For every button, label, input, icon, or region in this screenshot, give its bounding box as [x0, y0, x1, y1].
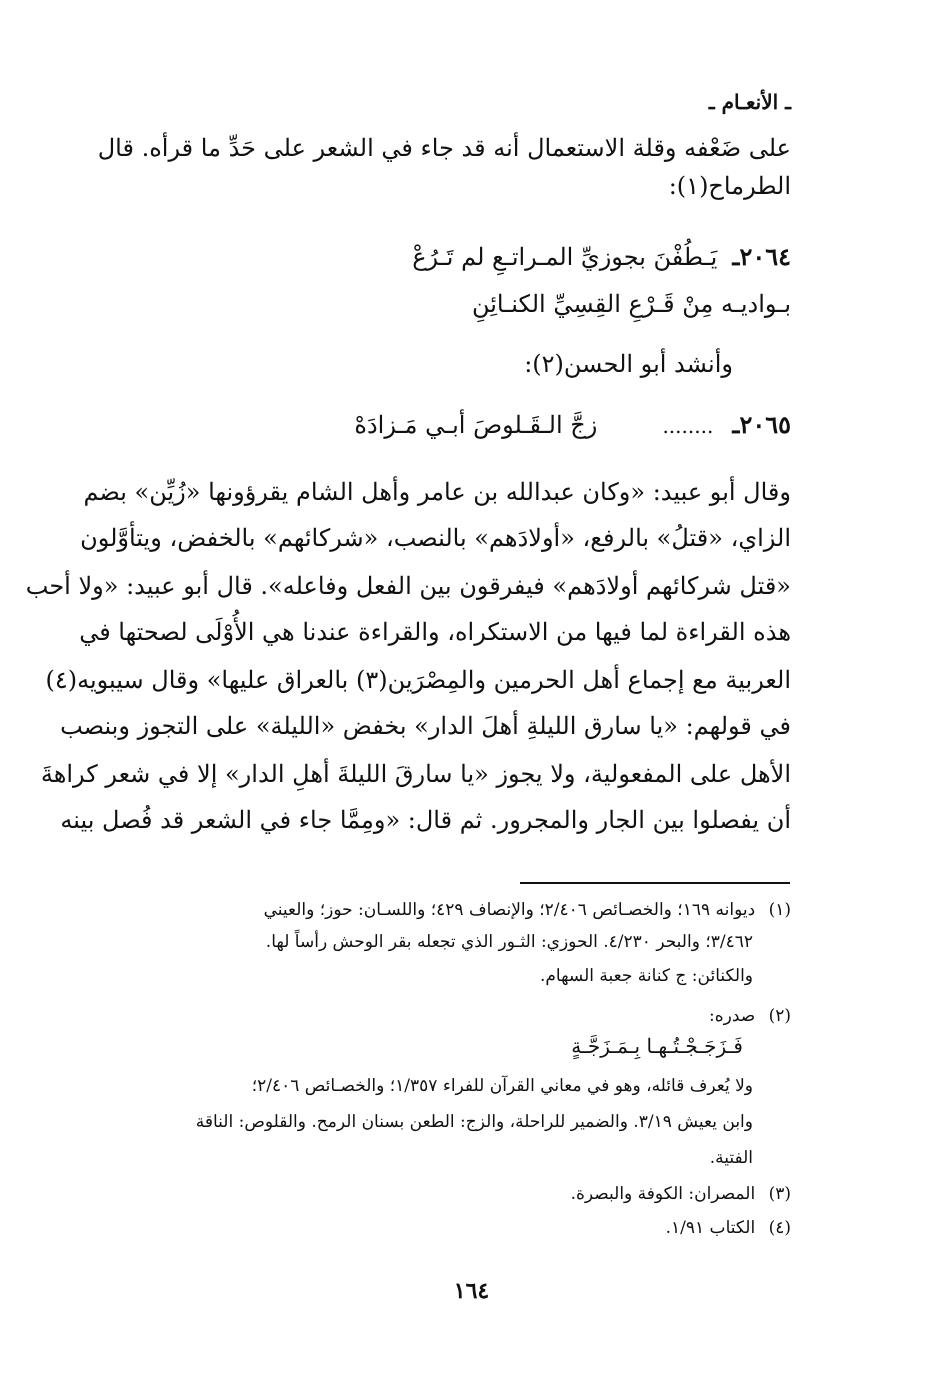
footnote-number: (٣)	[768, 1184, 791, 1204]
body-line-1: على ضَعْفه وقلة الاستعمال أنه قد جاء في الشعر على حَدِّ ما قرأه. قال	[97, 134, 791, 162]
paragraph-line: الأهل على المفعولية، ولا يجوز «يا سارقَ الليلةَ أهلِ الدار» إلا في شعر كراهةَ	[40, 760, 791, 788]
verse-number: ٢٠٦٤ـ	[732, 242, 791, 271]
body-line-2: الطرماح(١):	[668, 172, 791, 200]
verse-text: يَـطُفْنَ بجوزيِّ المـراتـعِ لم تَـرُعْ	[412, 243, 718, 271]
running-header: ـ الأنعـام ـ	[708, 90, 791, 114]
paragraph-line: «قتل شركائهم أولادَهم» فيفرقون بين الفعل وفاعله». قال أبو عبيد: «ولا أحب	[25, 572, 791, 600]
footnote-3	[571, 1180, 791, 1208]
footnote-2-verse: فَـزَجَـجْـتُـهـا بِـمَـزَجَّـةٍ	[571, 1034, 743, 1058]
footnote-4	[666, 1214, 791, 1242]
footnote-2	[709, 1002, 791, 1030]
recital-intro: وأنشد أبو الحسن(٢):	[524, 350, 733, 378]
page-number: ١٦٤	[453, 1278, 490, 1304]
footnote-2-line-4: الفتية.	[709, 1148, 753, 1168]
paragraph-line: وقال أبو عبيد: «وكان عبدالله بن عامر وأهل الشام يقرؤونها «زُيِّن» بضم	[83, 478, 791, 506]
verse-text: زجَّ الـقَـلوصَ أبـي مَـزادَهْ	[354, 411, 598, 439]
footnote-2-line-2: ولا يُعرف قائله، وهو في معاني القرآن للفراء ١/٣٥٧؛ والخصـائص ٢/٤٠٦؛	[251, 1076, 753, 1096]
paragraph-line: العربية مع إجماع أهل الحرمين والمِصْرَين(٣) بالعراق عليها» وقال سيبويه(٤)	[45, 666, 791, 694]
footnote-text: المصران: الكوفة والبصرة.	[570, 1184, 756, 1204]
footnote-2-line-3: وابن يعيش ٣/١٩. والضمير للراحلة، والزج: الطعن بسنان الرمح. والقلوص: الناقة	[195, 1112, 753, 1132]
verse-dots: ........	[662, 414, 714, 438]
footnote-text: صدره:	[708, 1006, 756, 1026]
paragraph-line: في قولهم: «يا سارق الليلةِ أهلَ الدار» بخفض «الليلة» على التجوز وبنصب	[60, 712, 791, 740]
footnote-separator	[520, 882, 790, 884]
verse-2065	[354, 410, 791, 439]
paragraph-line: هذه القراءة لما فيها من الاستكراه، والقراءة عندنا هي الأُوْلَى لصحتها في	[79, 618, 791, 646]
paragraph-line: أن يفصلوا بين الجار والمجرور. ثم قال: «ومِمَّا جاء في الشعر قد فُصل بينه	[60, 806, 791, 834]
footnote-1-line-3: والكنائن: ج كنانة جعبة السهام.	[539, 966, 753, 986]
paragraph-line: الزاي، «قتلُ» بالرفع، «أولادَهم» بالنصب، «شركائهم» بالخفض، ويتأوَّلون	[80, 524, 791, 552]
footnote-text: ديوانه ١٦٩؛ والخصـائص ٢/٤٠٦؛ والإنصاف ٤٢٩؛ واللسـان: حوز؛ والعيني	[263, 900, 756, 920]
verse-number: ٢٠٦٥ـ	[732, 410, 791, 439]
footnote-1	[264, 896, 791, 924]
footnote-number: (٢)	[768, 1006, 791, 1026]
footnote-number: (١)	[768, 900, 791, 920]
footnote-number: (٤)	[768, 1218, 791, 1238]
verse-2064-line-2: بـواديـه مِنْ قَـرْعِ القِسِيِّ الكنـائِنِ	[471, 290, 791, 318]
footnote-1-line-2: ٣/٤٦٢؛ والبحر ٤/٢٣٠. الحوزي: الثـور الذي تجعله بقر الوحش رأساً لها.	[265, 932, 753, 952]
verse-2064-line-1	[412, 242, 791, 271]
footnote-text: الكتاب ١/٩١.	[665, 1218, 756, 1238]
